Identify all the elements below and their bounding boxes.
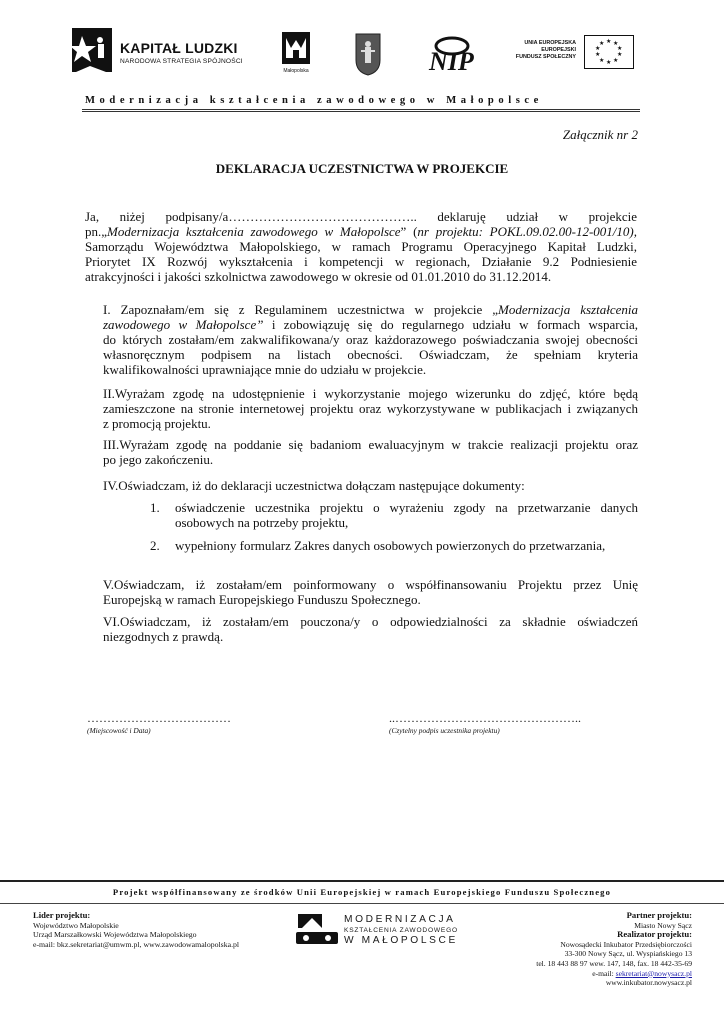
malopolska-emblem-icon xyxy=(276,30,316,66)
malopolska-logo xyxy=(276,30,316,76)
point-3-line-1: III.Wyrażam zgodę na poddanie się badaniom ewaluacyjnym w trakcie realizacji projektu oraz xyxy=(103,437,638,452)
header-tagline: Modernizacja kształcenia zawodowego w Małopolsce xyxy=(85,95,543,106)
leader-heading: Lider projektu: xyxy=(33,910,91,920)
list-item-number: 2. xyxy=(150,538,160,553)
partner-email-link[interactable]: sekretariat@nowysacz.pl xyxy=(615,968,692,978)
project-leader xyxy=(33,911,239,949)
nip-logo-icon xyxy=(423,32,481,76)
list-item xyxy=(150,500,638,530)
intro-line-2 xyxy=(85,224,637,239)
point-1-line-2-b: i zobowiązuję się do regularnego udziału w formach wsparcia, xyxy=(263,317,638,332)
intro-line-2-b: ” ( xyxy=(400,224,418,239)
eu-line-3: FUNDUSZ SPOŁECZNY xyxy=(515,54,576,60)
leader-line-2: Urząd Marszałkowski Województwa Małopolskiego xyxy=(33,930,197,940)
modernizacja-line-3: W MAŁOPOLSCE xyxy=(344,935,458,946)
svg-text:★: ★ xyxy=(606,38,612,45)
point-1-italic-1: Modernizacja kształcenia xyxy=(498,302,638,317)
coat-of-arms-icon xyxy=(355,32,381,76)
leader-line-3: e-mail: bkz.sekretariat@umwm.pl, www.zawodowamalopolska.pl xyxy=(33,939,240,949)
svg-text:★: ★ xyxy=(606,59,612,66)
intro-paragraph xyxy=(85,209,637,284)
intro-line-5: atrakcyjności i jakości szkolnictwa zawodowego w okresie od 01.01.2010 do 31.12.2014. xyxy=(85,269,552,284)
point-5-line-1: V.Oświadczam, iż zostałam/em poinformowany o współfinansowaniu Projektu przez Unię xyxy=(103,577,638,592)
malopolska-label: Małopolska xyxy=(283,68,309,74)
partner-line-2: Nowosądecki Inkubator Przedsiębiorczości xyxy=(560,939,692,949)
point-1-line-3: do których zostałam/em zakwalifikowana/y oraz każdorazowego poświadczania swojej obecności xyxy=(103,332,638,347)
point-1-italic-2: zawodowego w Małopolsce” xyxy=(103,317,264,332)
kapital-ludzki-title: KAPITAŁ LUDZKI xyxy=(120,40,238,56)
list-item-line-2: osobowych na potrzeby projektu, xyxy=(175,515,349,530)
partner-line-4: tel. 18 443 88 97 wew. 147, 148, fax. 18 442-35-69 xyxy=(536,958,692,968)
list-item-body xyxy=(175,500,638,530)
intro-line-1: Ja, niżej podpisany/a…………………………………….. deklaruję udział w projekcie xyxy=(85,209,637,224)
project-partner xyxy=(536,911,692,988)
point-1-line-1 xyxy=(103,302,638,317)
partner-line-1: Miasto Nowy Sącz xyxy=(634,920,692,930)
eu-line-2: EUROPEJSKI xyxy=(541,47,576,53)
svg-text:★: ★ xyxy=(595,45,601,52)
point-2-line-3: z promocją projektu. xyxy=(103,416,211,431)
point-2-line-2: zamieszczone na stronie internetowej projektu oraz wykorzystywane w publikacjach i związanych xyxy=(103,401,638,416)
footer-divider-2 xyxy=(0,903,724,904)
modernizacja-line-1: MODERNIZACJA xyxy=(344,914,456,925)
point-6 xyxy=(103,614,638,644)
point-3-line-2: po jego zakończeniu. xyxy=(103,452,214,467)
list-item-body xyxy=(175,538,638,553)
header-divider-2 xyxy=(82,111,640,112)
point-5-line-2: Europejską w ramach Europejskiego Funduszu Społecznego. xyxy=(103,592,421,607)
attachment-number: Załącznik nr 2 xyxy=(562,127,638,142)
list-item xyxy=(150,538,638,553)
eu-label xyxy=(500,40,576,61)
point-1-line-1-a: I. Zapoznałam/em się z Regulaminem uczestnictwa w projekcie „ xyxy=(103,302,499,317)
realizator-heading: Realizator projektu: xyxy=(617,929,692,940)
svg-text:★: ★ xyxy=(595,51,601,58)
intro-line-2-a: pn.„ xyxy=(85,224,108,239)
header-divider xyxy=(82,109,640,110)
footer-tagline: Projekt współfinansowany ze środków Unii Europejskiej w ramach Europejskiego Funduszu Społecznego xyxy=(112,887,612,897)
document-title: DEKLARACJA UCZESTNICTWA W PROJEKCIE xyxy=(215,161,509,176)
eu-flag-icon xyxy=(584,35,634,69)
intro-line-3: Samorządu Województwa Małopolskiego, w ramach Programu Operacyjnego Kapitał Ludzki, xyxy=(85,239,637,254)
modernizacja-emblem-icon xyxy=(296,912,340,946)
project-name: Modernizacja kształcenia zawodowego w Małopolsce xyxy=(107,224,401,239)
modernizacja-logo-text xyxy=(344,914,458,947)
signature-field[interactable]: ..……………………………………….. xyxy=(389,711,581,725)
modernizacja-logo xyxy=(296,912,471,952)
signature-caption: (Czytelny podpis uczestnika projektu) xyxy=(389,726,500,735)
project-number: nr projektu: POKL.09.02.00-12-001/10), xyxy=(417,224,638,239)
partner-line-3: 33-300 Nowy Sącz, ul. Wyspiańskiego 13 xyxy=(564,949,692,959)
point-6-line-2: niezgodnych z prawdą. xyxy=(103,629,224,644)
kapital-ludzki-logo xyxy=(70,22,250,78)
partner-email-label: e-mail: xyxy=(592,968,616,978)
svg-text:★: ★ xyxy=(617,45,623,52)
partner-heading: Partner projektu: xyxy=(626,910,692,920)
place-date-field[interactable]: ……………………………… xyxy=(87,711,231,725)
point-1-line-4: własnoręcznym podpisem na listach obecności. Oświadczam, że spełniam kryteria xyxy=(103,347,638,362)
point-2-line-1: II.Wyrażam zgodę na udostępnienie i wykorzystanie mojego wizerunku do zdjęć, które będą xyxy=(103,386,638,401)
svg-text:★: ★ xyxy=(599,57,605,64)
point-3 xyxy=(103,437,638,467)
intro-line-4: Priorytet IX Rozwój wykształcenia i kompetencji w regionach, Działanie 9.2 Podniesienie xyxy=(85,254,637,269)
point-2 xyxy=(103,386,638,431)
list-item-line-1: wypełniony formularz Zakres danych osobowych powierzonych do przetwarzania, xyxy=(175,538,606,553)
kapital-ludzki-subtitle: NARODOWA STRATEGIA SPÓJNOŚCI xyxy=(120,58,243,65)
svg-text:NIP: NIP xyxy=(429,47,474,76)
list-item-number: 1. xyxy=(150,500,160,515)
svg-text:★: ★ xyxy=(617,51,623,58)
coat-of-arms-logo xyxy=(355,32,381,76)
footer-divider xyxy=(0,880,724,882)
svg-text:★: ★ xyxy=(613,57,619,64)
point-1 xyxy=(103,302,638,377)
svg-text:★: ★ xyxy=(613,40,619,47)
place-date-caption: (Miejscowość i Data) xyxy=(87,726,151,735)
eu-line-1: UNIA EUROPEJSKA xyxy=(524,40,576,46)
point-4: IV.Oświadczam, iż do deklaracji uczestnictwa dołączam następujące dokumenty: xyxy=(103,478,525,493)
partner-website[interactable]: www.inkubator.nowysacz.pl xyxy=(605,978,692,988)
point-5 xyxy=(103,577,638,607)
inkubator-logo xyxy=(423,32,481,76)
leader-line-1: Województwo Małopolskie xyxy=(33,920,119,930)
svg-text:★: ★ xyxy=(599,40,605,47)
kapital-ludzki-emblem-icon xyxy=(70,22,116,78)
list-item-line-1: oświadczenie uczestnika projektu o wyrażeniu zgody na przetwarzanie danych xyxy=(175,500,638,515)
modernizacja-line-2: KSZTAŁCENIA ZAWODOWEGO xyxy=(344,927,458,934)
point-6-line-1: VI.Oświadczam, iż zostałam/em pouczona/y o odpowiedzialności za składnie oświadczeń xyxy=(103,614,638,629)
point-1-line-2 xyxy=(103,317,638,332)
point-1-line-5: kwalifikowalności uprawniające mnie do udziału w projekcie. xyxy=(103,362,427,377)
